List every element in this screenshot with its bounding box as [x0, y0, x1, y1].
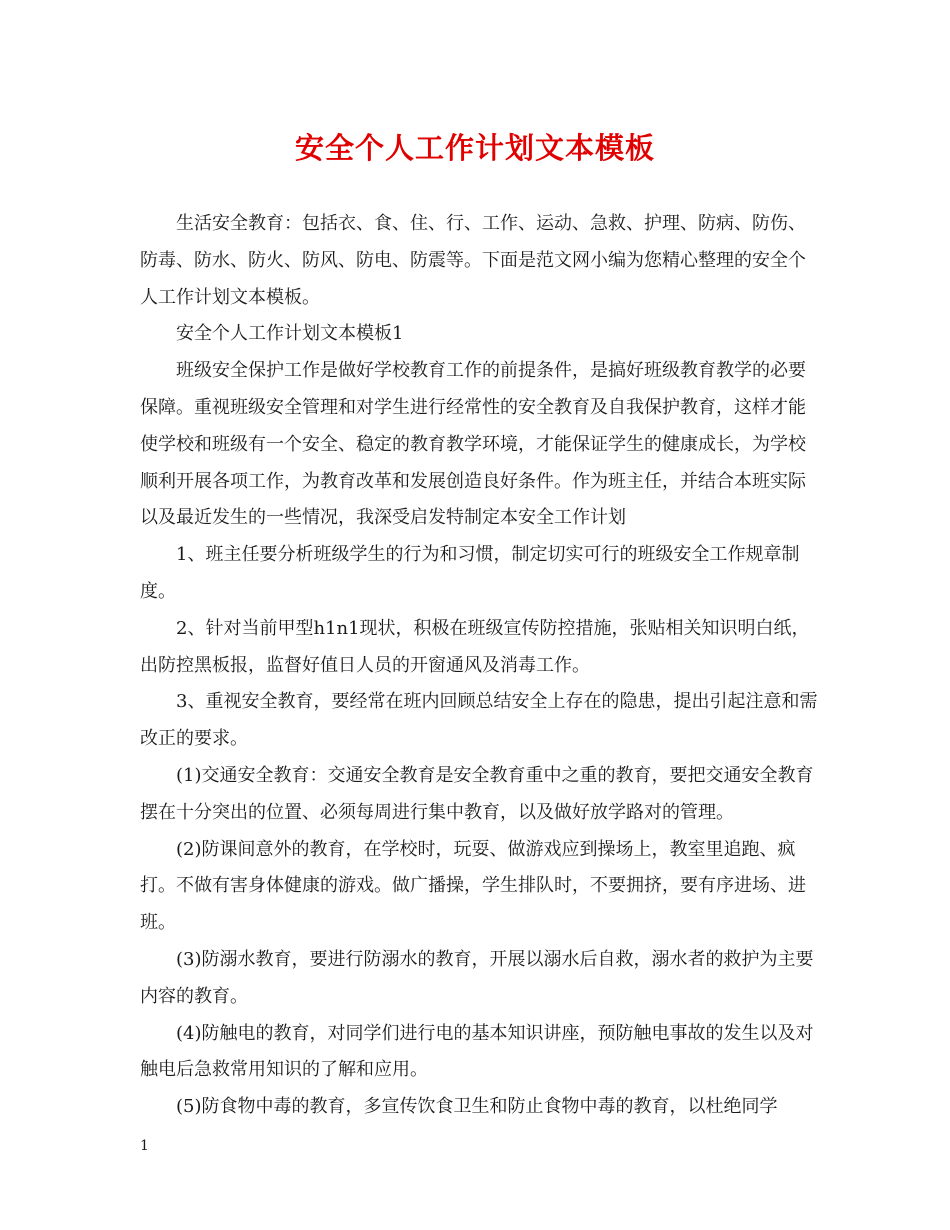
paragraph-item-2: 2、针对当前甲型h1n1现状，积极在班级宣传防控措施，张贴相关知识明白纸，出防控黑板报，监督好值日人员的开窗通风及消毒工作。 [140, 617, 810, 676]
paragraph-subitem-4: (4)防触电的教育，对同学们进行电的基本知识讲座，预防触电事故的发生以及对触电后急救常用知识的了解和应用。 [140, 1022, 814, 1081]
paragraph-intro: 生活安全教育：包括衣、食、住、行、工作、运动、急救、护理、防病、防伤、防毒、防水、防火、防风、防电、防震等。下面是范文网小编为您精心整理的安全个人工作计划文本模板。 [140, 213, 806, 308]
paragraph-subitem-3: (3)防溺水教育，要进行防溺水的教育，开展以溺水后自救，溺水者的救护为主要内容的教育。 [140, 948, 814, 1007]
paragraph-item-3: 3、重视安全教育，要经常在班内回顾总结安全上存在的隐患，提出引起注意和需改正的要求。 [140, 691, 818, 750]
document-body [140, 206, 820, 1126]
paragraph-subitem-1: (1)交通安全教育：交通安全教育是安全教育重中之重的教育，要把交通安全教育摆在十分突出的位置、必须每周进行集中教育，以及做好放学路对的管理。 [140, 764, 814, 823]
paragraph-subitem-2: (2)防课间意外的教育，在学校时，玩耍、做游戏应到操场上，教室里追跑、疯打。不做有害身体健康的游戏。做广播操，学生排队时，不要拥挤，要有序进场、进班。 [140, 838, 806, 934]
document-title: 安全个人工作计划文本模板 [294, 131, 655, 165]
paragraph-subitem-5: (5)防食物中毒的教育，多宣传饮食卫生和防止食物中毒的教育，以杜绝同学 [176, 1096, 778, 1118]
section-heading: 安全个人工作计划文本模板1 [176, 323, 404, 345]
paragraph-background: 班级安全保护工作是做好学校教育工作的前提条件，是搞好班级教育教学的必要保障。重视班级安全管理和对学生进行经常性的安全教育及自我保护教育，这样才能使学校和班级有一个安全、稳定的教育教学环境，才能保证学生的健康成长，为学校顺利开展各项工作，为教育改革和发展创造良好条件。作为班主任，并结合本班实际以及最近发生的一些情况，我深受启发特制定本安全工作计划 [140, 360, 806, 529]
paragraph-item-1: 1、班主任要分析班级学生的行为和习惯，制定切实可行的班级安全工作规章制度。 [140, 544, 800, 602]
page-number: 1 [140, 1138, 149, 1154]
